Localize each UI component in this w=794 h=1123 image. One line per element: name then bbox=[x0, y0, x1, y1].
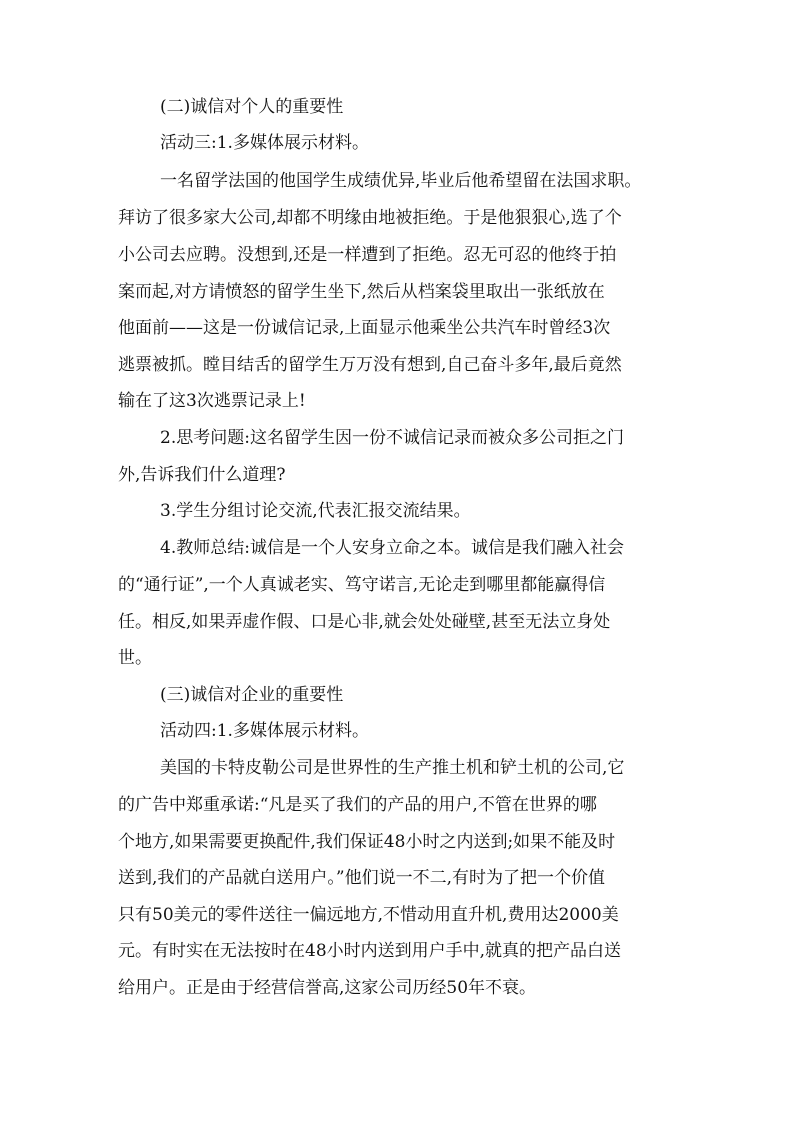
discussion-line: 3.学生分组讨论交流,代表汇报交流结果。 bbox=[160, 501, 471, 521]
question-line: 2.思考问题:这名留学生因一份不诚信记录而被众多公司拒之门 bbox=[160, 428, 624, 448]
summary-line: 4.教师总结:诚信是一个人安身立命之本。诚信是我们融入社会 bbox=[160, 538, 624, 558]
paragraph-line: 一名留学法国的他国学生成绩优异,毕业后他希望留在法国求职。 bbox=[160, 171, 642, 191]
summary-line: 世。 bbox=[118, 648, 152, 668]
paragraph-line: 给用户。正是由于经营信誉高,这家公司历经50年不衰。 bbox=[118, 978, 537, 998]
paragraph-line: 案而起,对方请愤怒的留学生坐下,然后从档案袋里取出一张纸放在 bbox=[118, 282, 605, 302]
activity-three-heading: 活动三:1.多媒体展示材料。 bbox=[160, 133, 369, 153]
summary-line: 任。相反,如果弄虚作假、口是心非,就会处处碰壁,甚至无法立身处 bbox=[118, 612, 611, 632]
summary-line: 的“通行证”,一个人真诚老实、笃守诺言,无论走到哪里都能赢得信 bbox=[118, 575, 606, 595]
paragraph-line: 输在了这3次逃票记录上! bbox=[118, 391, 306, 411]
section-heading-integrity-individual: (二)诚信对个人的重要性 bbox=[160, 97, 344, 117]
paragraph-line: 美国的卡特皮勒公司是世界性的生产推土机和铲土机的公司,它 bbox=[160, 758, 625, 778]
question-line: 外,告诉我们什么道理? bbox=[118, 465, 286, 485]
activity-four-heading: 活动四:1.多媒体展示材料。 bbox=[160, 721, 369, 741]
paragraph-line: 元。有时实在无法按时在48小时内送到用户手中,就真的把产品白送 bbox=[118, 941, 622, 961]
paragraph-line: 逃票被抓。瞠目结舌的留学生万万没有想到,自己奋斗多年,最后竟然 bbox=[118, 355, 622, 375]
paragraph-line: 的广告中郑重承诺:“凡是买了我们的产品的用户,不管在世界的哪 bbox=[118, 795, 597, 815]
paragraph-line: 拜访了很多家大公司,却都不明缘由地被拒绝。于是他狠狠心,选了个 bbox=[118, 208, 622, 228]
paragraph-line: 只有50美元的零件送往一偏远地方,不惜动用直升机,费用达2000美 bbox=[118, 905, 619, 925]
paragraph-line: 他面前——这是一份诚信记录,上面显示他乘坐公共汽车时曾经3次 bbox=[118, 318, 611, 338]
paragraph-line: 个地方,如果需要更换配件,我们保证48小时之内送到;如果不能及时 bbox=[118, 832, 616, 852]
section-heading-integrity-enterprise: (三)诚信对企业的重要性 bbox=[160, 685, 344, 705]
paragraph-line: 送到,我们的产品就白送用户。”他们说一不二,有时为了把一个价值 bbox=[118, 868, 605, 888]
paragraph-line: 小公司去应聘。没想到,还是一样遭到了拒绝。忍无可忍的他终于拍 bbox=[118, 245, 617, 265]
